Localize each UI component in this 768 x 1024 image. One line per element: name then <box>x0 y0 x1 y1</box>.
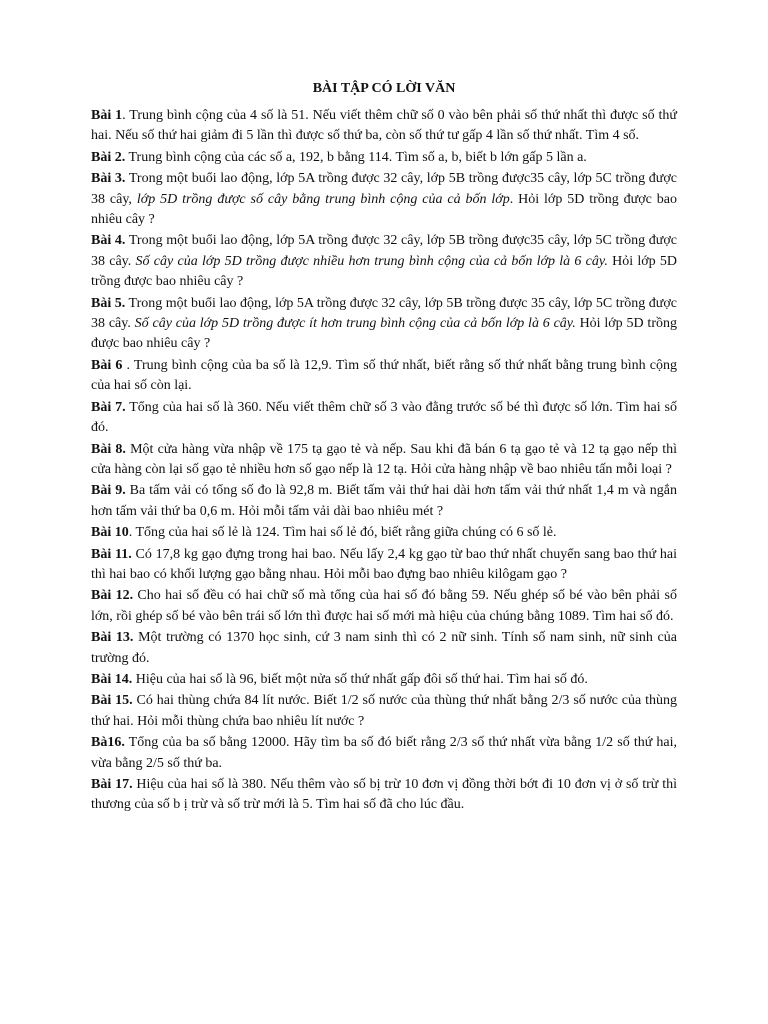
problem-label: Bài 2. <box>91 149 126 165</box>
problem-item <box>91 628 677 669</box>
problem-text: Hỏi lớp 5D trồng được bao nhiêu cây ? <box>91 253 678 290</box>
problem-label: Bài 7. <box>91 399 126 415</box>
problem-text: Cho hai số đều có hai chữ số mà tổng của hai số đó bằng 59. Nếu ghép số bé vào bên phải số lớn, rồi ghép số bé vào bên trái số lớn thì được hai số mới mà hiệu của chúng bằng 1089. Tìm hai số đó. <box>91 588 677 624</box>
problem-text: Ba tấm vải có tổng số đo là 92,8 m. Biết tấm vải thứ hai dài hơn tấm vải thứ nhất 1,4 m và ngắn hơn tấm vải thứ ba 0,6 m. Hỏi mỗi tấm vải dài bao nhiêu mét ? <box>91 483 677 519</box>
problem-text: . Tổng của hai số lẻ là 124. Tìm hai số lẻ đó, biết rằng giữa chúng có 6 số lẻ. <box>128 525 557 541</box>
problem-label: Bài 17. <box>91 777 133 792</box>
problem-text: Hiệu của hai số là 96, biết một nửa số thứ nhất gấp đôi số thứ hai. Tìm hai số đó. <box>132 671 588 687</box>
problem-text: . Trung bình cộng của ba số là 12,9. Tìm số thứ nhất, biết rằng số thứ nhất bằng trung bình cộng của hai số còn lại. <box>91 357 678 394</box>
problem-label: Bài 14. <box>91 671 133 687</box>
problem-text: Trung bình cộng của các số a, 192, b bằng 114. Tìm số a, b, biết b lớn gấp 5 lần a. <box>125 149 587 165</box>
problem-text: Có 17,8 kg gạo đựng trong hai bao. Nếu lấy 2,4 kg gạo từ bao thứ nhất chuyển sang bao thứ hai thì hai bao có khối lượng gạo bằng nhau. Hỏi mỗi bao đựng bao nhiêu kilôgam gạo ? <box>91 546 677 582</box>
problem-label: Bài 11. <box>91 546 132 562</box>
problem-item <box>91 523 677 543</box>
problem-label: Bài 8. <box>91 441 126 457</box>
problem-label: Bài 13. <box>91 630 134 646</box>
problem-text: . Hỏi lớp 5D trồng được bao nhiêu cây ? <box>91 191 677 228</box>
problem-item <box>91 294 677 355</box>
problem-label: Bài 15. <box>91 693 133 709</box>
problem-label: Bài 9. <box>91 483 126 499</box>
problem-item <box>91 356 677 397</box>
problem-list <box>91 106 677 817</box>
problem-text: Trong một buổi lao động, lớp 5A trồng được 32 cây, lớp 5B trồng được35 cây, lớp 5C trồng được 38 cây, <box>91 171 677 207</box>
problem-label: Bài 12. <box>91 588 134 604</box>
problem-item <box>91 440 677 481</box>
problem-text: Một cửa hàng vừa nhập về 175 tạ gạo tẻ và nếp. Sau khi đã bán 6 tạ gạo tẻ và 12 tạ gạo nếp thì cửa hàng còn lại số gạo tẻ nhiều hơn số gạo nếp là 12 tạ. Hỏi cửa hàng nhập về bao nhiêu tấn mỗi loại ? <box>91 441 677 477</box>
problem-label: Bài 5. <box>91 295 126 311</box>
problem-item <box>91 106 677 147</box>
problem-text: Hiệu của hai số là 380. Nếu thêm vào số bị trừ 10 đơn vị đồng thời bớt đi 10 đơn vị ở số trừ thì thương của số b ị trừ và số trừ mới là 5. Tìm hai số đã cho lúc đầu. <box>91 777 677 813</box>
problem-item <box>91 733 677 774</box>
problem-item <box>91 231 677 292</box>
problem-label: Bài 1 <box>91 108 123 123</box>
problem-item <box>91 148 677 168</box>
problem-item <box>91 481 677 522</box>
document-title: BÀI TẬP CÓ LỜI VĂN <box>312 81 456 96</box>
problem-item <box>91 775 677 816</box>
problem-label: Bà16. <box>91 735 125 751</box>
problem-label: Bài 10 <box>91 525 129 541</box>
problem-item <box>91 398 677 439</box>
problem-item <box>91 670 677 690</box>
problem-item <box>91 586 677 627</box>
problem-emphasis-text: Số cây của lớp 5D trồng được nhiều hơn trung bình cộng của cả bốn lớp là 6 cây. <box>135 253 608 269</box>
problem-item <box>91 691 677 732</box>
problem-text: Có hai thùng chứa 84 lít nước. Biết 1/2 số nước của thùng thứ nhất bằng 2/3 số nước của thùng thứ hai. Hỏi mỗi thùng chứa bao nhiêu lít nước ? <box>91 693 677 729</box>
problem-item <box>91 545 677 586</box>
problem-text: Một trường có 1370 học sinh, cứ 3 nam sinh thì có 2 nữ sinh. Tính số nam sinh, nữ sinh của trường đó. <box>91 630 677 666</box>
problem-emphasis-text: Số cây của lớp 5D trồng được ít hơn trung bình cộng của cả bốn lớp là 6 cây. <box>134 316 576 332</box>
problem-emphasis-text: lớp 5D trồng được số cây bằng trung bình cộng của cả bốn lớp <box>136 191 510 207</box>
problem-text: Tổng của hai số là 360. Nếu viết thêm chữ số 3 vào đằng trước số bé thì được số lớn. Tìm hai số đó. <box>91 399 677 436</box>
problem-text: Hỏi lớp 5D trồng được bao nhiêu cây ? <box>91 316 677 352</box>
problem-text: . Trung bình cộng của 4 số là 51. Nếu viết thêm chữ số 0 vào bên phải số thứ nhất thì được số thứ hai. Nếu số thứ hai giảm đi 5 lần thì được số thứ ba, còn số thứ tư gấp 4 lần số thứ nhất. Tìm 4 số. <box>91 108 677 144</box>
problem-text: Trong một buổi lao động, lớp 5A trồng được 32 cây, lớp 5B trồng được 35 cây, lớp 5C trồng được 38 cây. <box>91 295 677 332</box>
problem-label: Bài 6 <box>91 357 123 373</box>
problem-item <box>91 169 677 230</box>
problem-label: Bài 4. <box>91 233 126 249</box>
problem-text: Tổng của ba số bằng 12000. Hãy tìm ba số đó biết rằng 2/3 số thứ nhất vừa bằng 1/2 số thứ hai, vừa bằng 2/5 số thứ ba. <box>91 735 677 771</box>
problem-text: Trong một buổi lao động, lớp 5A trồng được 32 cây, lớp 5B trồng được35 cây, lớp 5C trồng được 38 cây. <box>91 233 677 269</box>
problem-label: Bài 3. <box>91 171 126 187</box>
